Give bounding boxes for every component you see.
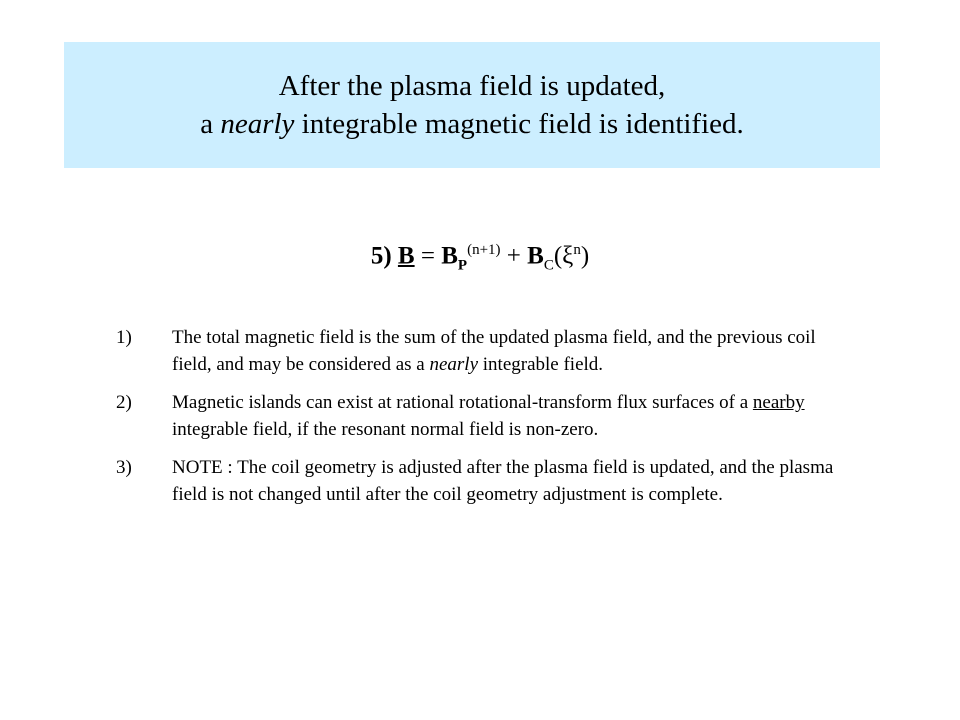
list-item-number: 2) — [116, 392, 132, 413]
list-item-text: NOTE : The coil geometry is adjusted after the plasma field is updated, and the plasma field is not changed until after the coil geometry adjustment is complete. — [172, 457, 834, 505]
numbered-list — [116, 324, 836, 519]
equation-label: 5) — [370, 242, 392, 270]
equation-paren-close: ) — [580, 242, 590, 270]
equation-plus: + — [506, 242, 521, 270]
list-item-underline: nearby — [752, 392, 805, 413]
list-item-number: 1) — [116, 327, 132, 348]
list-item — [116, 324, 836, 378]
equation-equals: = — [420, 242, 435, 270]
list-item-text-end: integrable field. — [478, 354, 604, 375]
list-item-number: 3) — [116, 457, 132, 478]
equation-bc: B — [527, 242, 544, 270]
equation-paren-open: ( — [553, 242, 563, 270]
equation — [0, 230, 960, 285]
equation-xi: ξ — [562, 242, 574, 270]
equation-lhs-b: B — [397, 242, 415, 270]
list-item-text: The total magnetic field is the sum of the updated plasma field, and the previous coil field, and may be considered as a — [172, 327, 816, 375]
list-item-text-end: integrable field, if the resonant normal field is non-zero. — [172, 419, 599, 440]
list-item-text: Magnetic islands can exist at rational rotational-transform flux surfaces of a — [172, 392, 753, 413]
title-line-2-start: a — [200, 108, 221, 140]
title-line-1: After the plasma field is updated, — [278, 70, 666, 102]
list-item-emphasis: nearly — [429, 354, 479, 375]
equation-xi-superscript: n — [573, 242, 581, 258]
title-line-2 — [200, 105, 744, 143]
list-item — [116, 454, 836, 508]
title-line-2-end: integrable magnetic field is identified. — [294, 108, 744, 140]
title-banner — [64, 42, 880, 168]
equation-bp-superscript: (n+1) — [467, 242, 501, 258]
equation-bp-subscript: P — [457, 257, 468, 274]
equation-bp: B — [441, 242, 458, 270]
equation-bc-subscript: C — [543, 257, 554, 274]
title-emphasis-nearly: nearly — [220, 108, 295, 140]
list-item — [116, 389, 836, 443]
